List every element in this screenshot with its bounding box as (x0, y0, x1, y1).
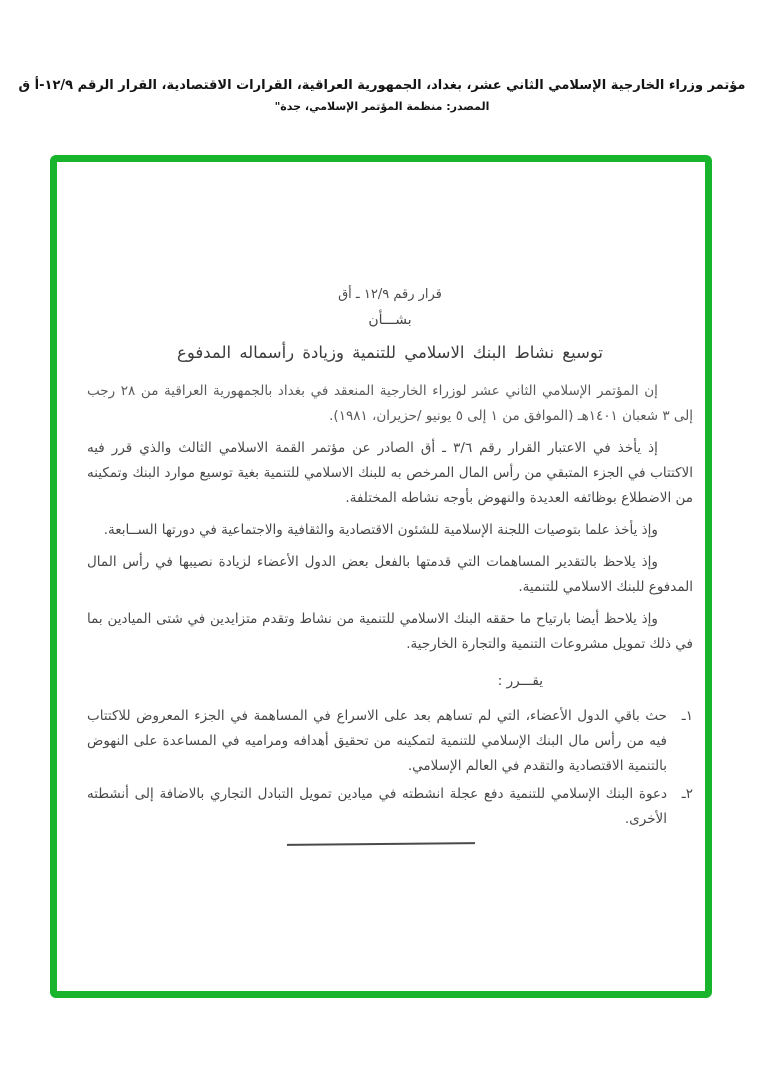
decision-text: دعوة البنك الإسلامي للتنمية دفع عجلة انشطته في ميادين تمويل التبادل التجاري بالاضافة إلى أنشطته الأخرى. (87, 786, 667, 827)
decision-number: ١ـ (681, 708, 693, 724)
header-source: المصدر: منظمة المؤتمر الإسلامي، جدة" (274, 100, 490, 113)
header-citation: مؤتمر وزراء الخارجية الإسلامي الثاني عشر، بغداد، الجمهورية العراقية، القرارات الاقتصادية، القرار الرقم ١٢/٩-أ ق (18, 78, 746, 93)
preamble-paragraph: وإذ يأخذ علما بتوصيات اللجنة الإسلامية للشئون الاقتصادية والثقافية والاجتماعية في دورتها الســابعة. (103, 522, 658, 538)
decides-label: يقـــرر : (497, 673, 543, 689)
document-title: توسيع نشاط البنك الاسلامي للتنمية وزيادة رأسماله المدفوع (177, 343, 603, 362)
scan-border-frame (50, 155, 712, 998)
document-header (0, 78, 764, 113)
preamble-paragraph: وإذ يلاحظ أيضا بارتياح ما حققه البنك الاسلامي للتنمية من نشاط وتقدم متزايدين في شتى الميادين بما في ذلك تمويل مشروعات التنمية والتجارة الخارجية. (87, 611, 693, 652)
decision-text: حث باقي الدول الأعضاء، التي لم تساهم بعد على الاسراع في المساهمة في الجزء المعروض للاكتتاب فيه من رأس مال البنك الإسلامي للتنمية لتمكينه من تحقيق أهدافه ومراميه في المساعدة على النهوض بالتنمية الاقتصادية والتقدم في العالم الإسلامي. (87, 708, 667, 774)
preamble-paragraph: وإذ يلاحظ بالتقدير المساهمات التي قدمتها بالفعل بعض الدول الأعضاء لزيادة نصيبها في رأس المال المدفوع للبنك الاسلامي للتنمية. (87, 554, 693, 595)
decision-number: ٢ـ (681, 786, 693, 802)
preamble-paragraph: إذ يأخذ في الاعتبار القرار رقم ٣/٦ ـ أق الصادر عن مؤتمر القمة الاسلامي الثالث والذي قرر فيه الاكتتاب في الجزء المتبقي من رأس المال المرخص به للبنك الاسلامي للتنمية بغية توسيع موارد البنك وتمكينه من الاضطلاع بوظائفه العديدة والنهوض بأوجه نشاطه المختلفة. (87, 440, 693, 506)
regarding-label: بشـــأن (368, 312, 412, 328)
document-head (87, 282, 693, 365)
decision-item (87, 782, 693, 832)
preamble-paragraph: إن المؤتمر الإسلامي الثاني عشر لوزراء الخارجية المنعقد في بغداد بالجمهورية العراقية من ٢٨ رجب إلى ٣ شعبان ١٤٠١هـ (الموافق من ١ إلى ٥ يونيو /حزيران، ١٩٨١). (87, 383, 693, 424)
document-body (57, 162, 705, 991)
decree-number: قرار رقم ١٢/٩ ـ أق (338, 287, 442, 302)
decision-item (87, 704, 693, 779)
